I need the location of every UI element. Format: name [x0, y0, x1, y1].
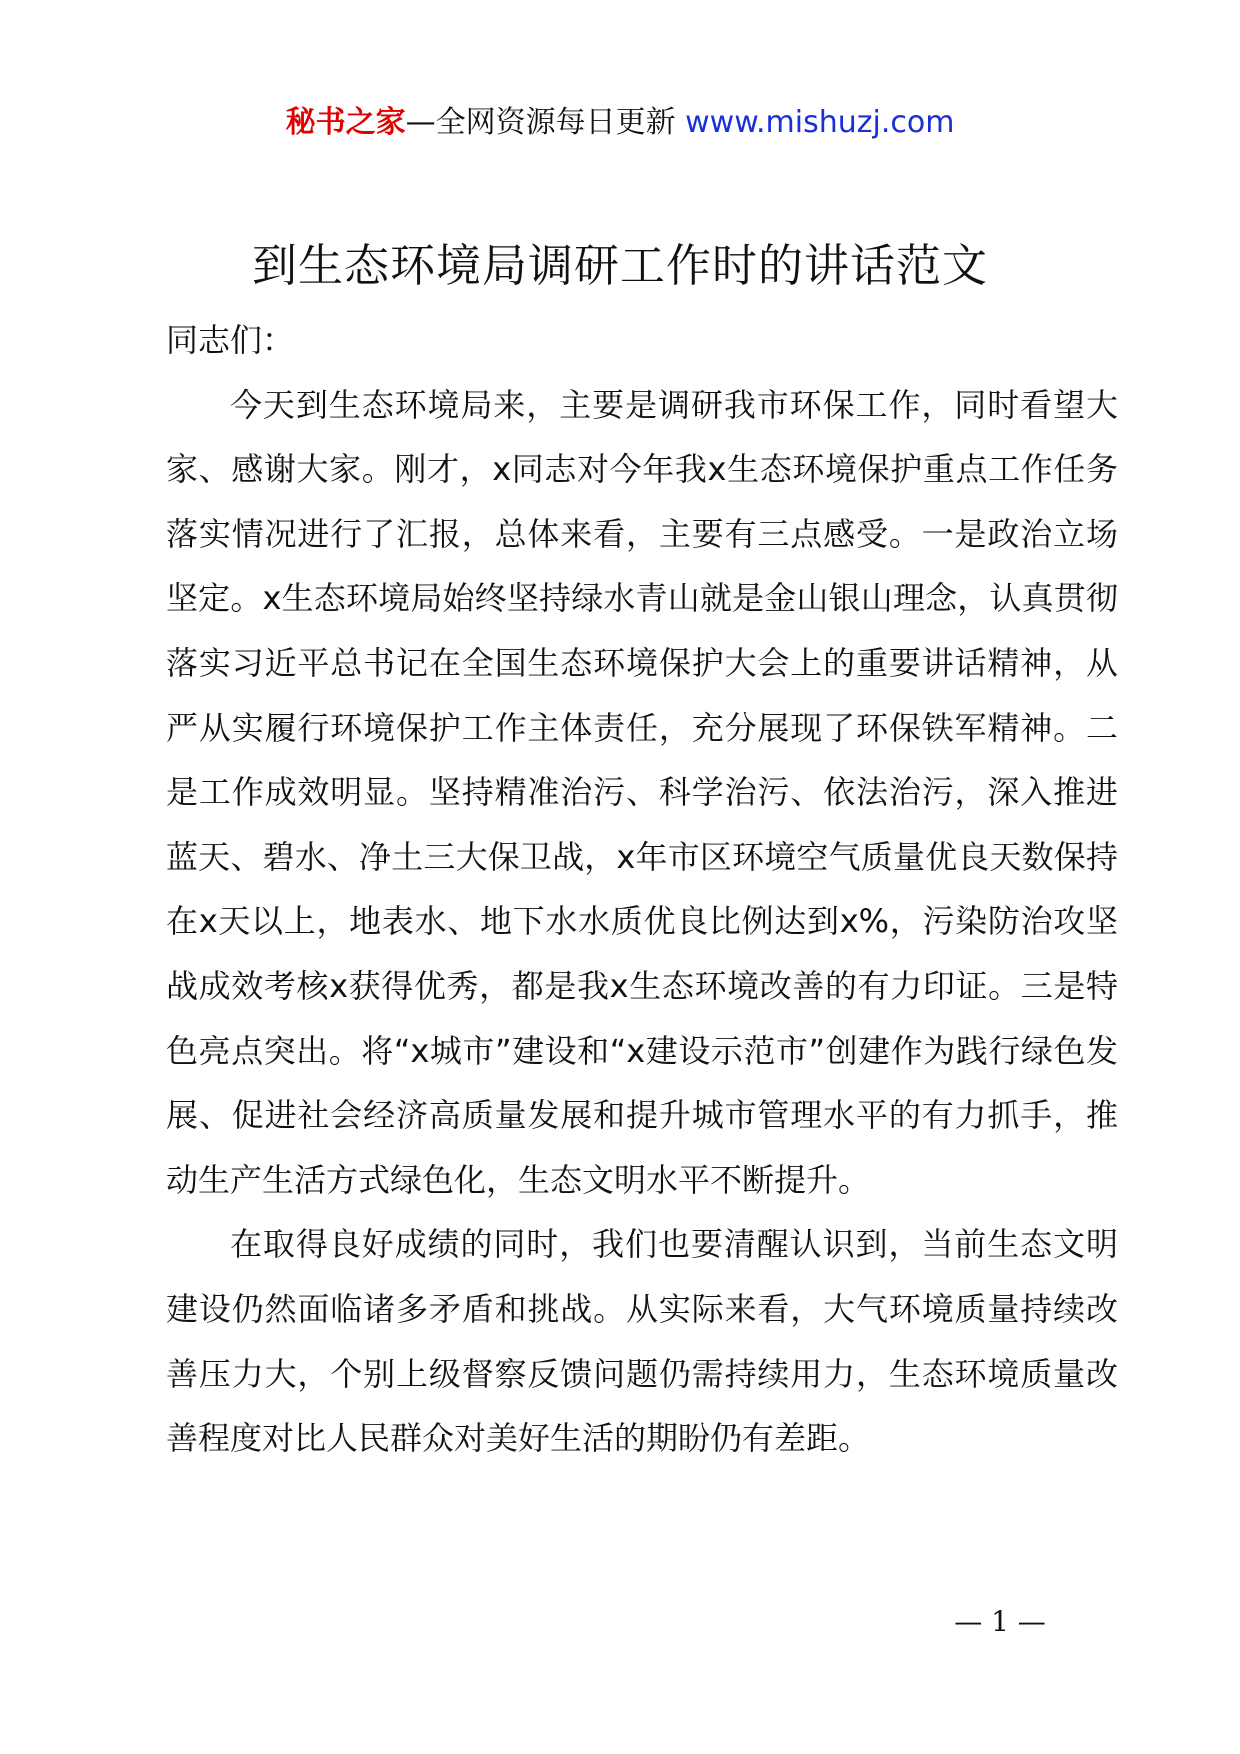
paragraph-1: 今天到生态环境局来，主要是调研我市环保工作，同时看望大家、感谢大家。刚才，x同志对今年我x生态环境保护重点工作任务落实情况进行了汇报，总体来看，主要有三点感受。一是政治立场坚定。x生态环境局始终坚持绿水青山就是金山银山理念，认真贯彻落实习近平总书记在全国生态环境保护大会上的重要讲话精神，从严从实履行环境保护工作主体责任，充分展现了环保铁军精神。二是工作成效明显。坚持精准治污、科学治污、依法治污，深入推进蓝天、碧水、净土三大保卫战，x年市区环境空气质量优良天数保持在x天以上，地表水、地下水水质优良比例达到x%，污染防治攻坚战成效考核x获得优秀，都是我x生态环境改善的有力印证。三是特色亮点突出。将“x城市”建设和“x建设示范市”创建作为践行绿色发展、促进社会经济高质量发展和提升城市管理水平的有力抓手，推动生产生活方式绿色化，生态文明水平不断提升。 [166, 385, 1118, 1199]
site-url-link[interactable]: www.mishuzj.com [685, 105, 955, 140]
salutation: 同志们： [166, 321, 295, 359]
site-brand: 秘书之家 [285, 105, 406, 140]
site-slogan: —全网资源每日更新 [405, 105, 686, 140]
site-header [0, 100, 1240, 146]
page-number: — 1 — [954, 1605, 1046, 1638]
document-body [166, 308, 1118, 1471]
document-title: 到生态环境局调研工作时的讲话范文 [251, 239, 988, 292]
paragraph-2: 在取得良好成绩的同时，我们也要清醒认识到，当前生态文明建设仍然面临诸多矛盾和挑战。从实际来看，大气环境质量持续改善压力大，个别上级督察反馈问题仍需持续用力，生态环境质量改善程度对比人民群众对美好生活的期盼仍有差距。 [166, 1225, 1118, 1458]
